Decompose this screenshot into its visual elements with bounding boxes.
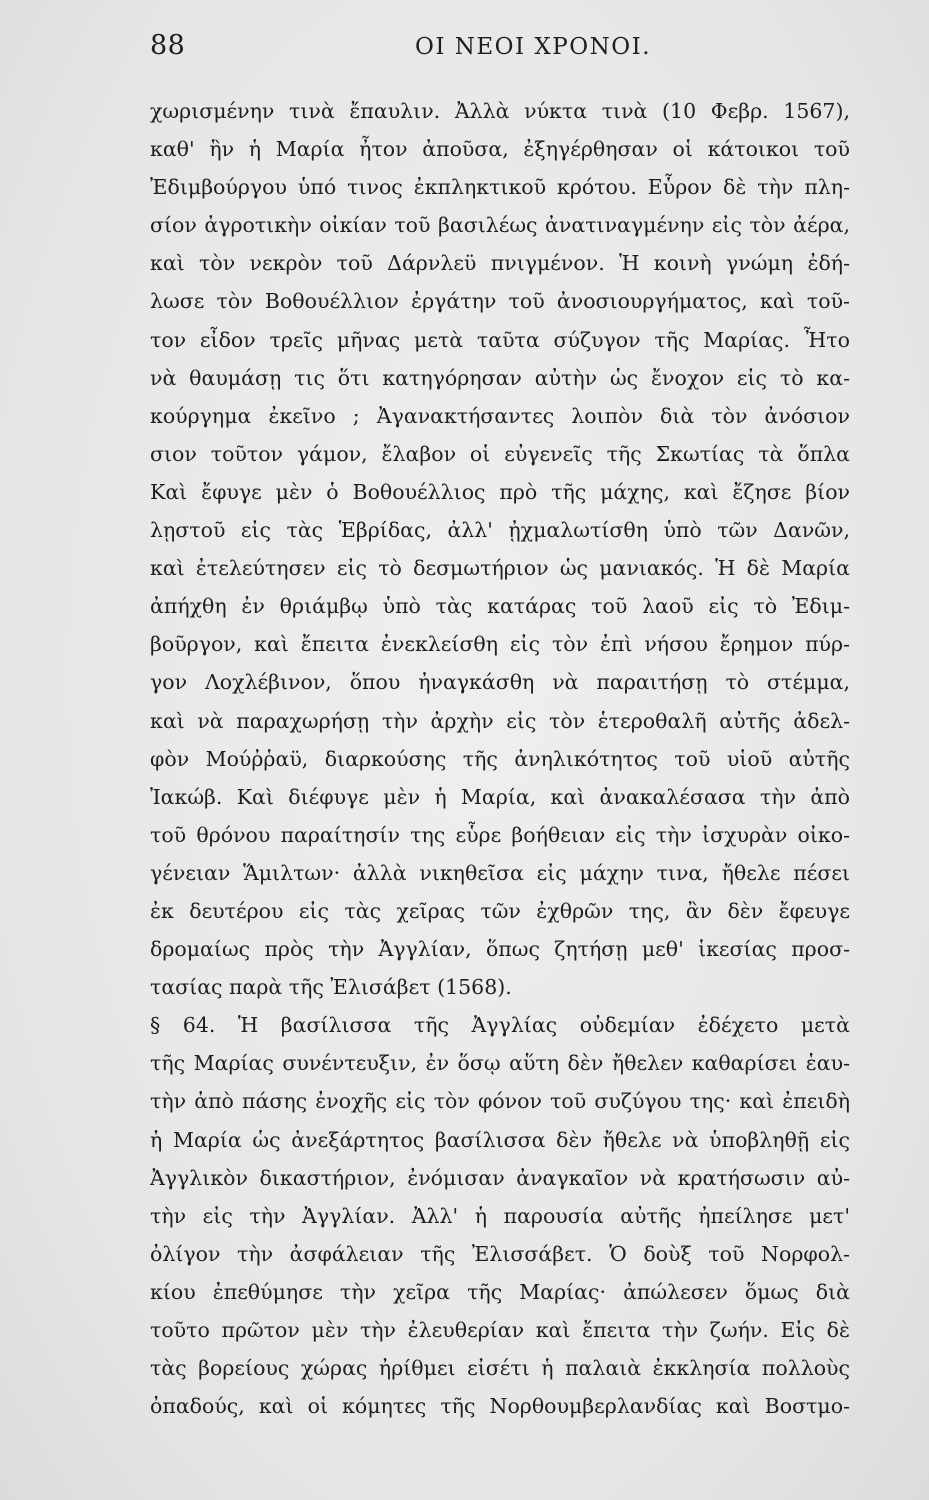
section-line: § 64. Ἡ βασίλισσα τῆς Ἀγγλίας οὐδεμίαν ἐδέχετο μετὰ [150, 1013, 850, 1038]
text-line: δρομαίως πρὸς τὴν Ἀγγλίαν, ὅπως ζητήσῃ μεθ' ἱκεσίας προσ- [150, 937, 850, 962]
text-line: Καὶ ἔφυγε μὲν ὁ Βοθουέλλιος πρὸ τῆς μάχης, καὶ ἔζησε βίον [150, 479, 850, 504]
text-line: βοῦργον, καὶ ἔπειτα ἐνεκλείσθη εἰς τὸν ἐπὶ νήσου ἔρημον πύρ- [150, 632, 850, 657]
text-line: νὰ θαυμάσῃ τις ὅτι κατηγόρησαν αὐτὴν ὡς ἔνοχον εἰς τὸ κα- [150, 365, 850, 390]
text-line: ἡ Μαρία ὡς ἀνεξάρτητος βασίλισσα δὲν ἤθελε νὰ ὑποβληθῇ εἰς [150, 1127, 850, 1152]
text-line: κούργημα ἐκεῖνο ; Ἀγανακτήσαντες λοιπὸν διὰ τὸν ἀνόσιον [150, 403, 850, 428]
text-line: σιον τοῦτον γάμον, ἔλαβον οἱ εὐγενεῖς τῆς Σκωτίας τὰ ὅπλα [150, 441, 850, 466]
text-line: καθ' ἣν ἡ Μαρία ἦτον ἀποῦσα, ἐξηγέρθησαν οἱ κάτοικοι τοῦ [150, 137, 850, 162]
text-line: χωρισμένην τινὰ ἔπαυλιν. Ἀλλὰ νύκτα τινὰ (10 Φεβρ. 1567), [150, 99, 850, 123]
text-line: καὶ τὸν νεκρὸν τοῦ Δάρνλεϋ πνιγμένον. Ἡ κοινὴ γνώμη ἐδή- [150, 251, 850, 276]
text-line: ἐκ δευτέρου εἰς τὰς χεῖρας τῶν ἐχθρῶν της, ἂν δὲν ἔφευγε [150, 898, 850, 923]
page-number: 88 [150, 30, 186, 61]
text-line: τὴν ἀπὸ πάσης ἐνοχῆς εἰς τὸν φόνον τοῦ συζύγου της· καὶ ἐπειδὴ [150, 1089, 850, 1114]
text-line: γον Λοχλέβινον, ὅπου ἠναγκάσθη νὰ παραιτήσῃ τὸ στέμμα, [150, 670, 850, 695]
text-line: ὀλίγον τὴν ἀσφάλειαν τῆς Ἐλισσάβετ. Ὁ δοὺξ τοῦ Νορφολ- [150, 1241, 850, 1266]
text-line: ἀπήχθη ἐν θριάμβῳ ὑπὸ τὰς κατάρας τοῦ λαοῦ εἰς τὸ Ἐδιμ- [150, 594, 850, 619]
text-line: καὶ νὰ παραχωρήσῃ τὴν ἀρχὴν εἰς τὸν ἑτεροθαλῆ αὐτῆς ἀδελ- [150, 708, 850, 733]
text-line: σίον ἀγροτικὴν οἰκίαν τοῦ βασιλέως ἀνατιναγμένην εἰς τὸν ἀέρα, [150, 213, 850, 238]
text-line: τοῦ θρόνου παραίτησίν της εὗρε βοήθειαν εἰς τὴν ἰσχυρὰν οἰκο- [150, 822, 850, 847]
text-line: Ἀγγλικὸν δικαστήριον, ἐνόμισαν ἀναγκαῖον νὰ κρατήσωσιν αὐ- [150, 1165, 850, 1190]
text-line: λωσε τὸν Βοθουέλλιον ἐργάτην τοῦ ἀνοσιουργήματος, καὶ τοῦ- [150, 289, 850, 314]
text-line: τὰς βορείους χώρας ἠρίθμει εἰσέτι ἡ παλαιὰ ἐκκλησία πολλοὺς [150, 1356, 850, 1381]
text-line: καὶ ἐτελεύτησεν εἰς τὸ δεσμωτήριον ὡς μανιακός. Ἡ δὲ Μαρία [150, 556, 850, 581]
body-text [150, 92, 850, 1425]
text-line: ὀπαδούς, καὶ οἱ κόμητες τῆς Νορθουμβερλανδίας καὶ Βοστμο- [150, 1394, 850, 1419]
text-line: τὴν εἰς τὴν Ἀγγλίαν. Ἀλλ' ἡ παρουσία αὐτῆς ἠπείλησε μετ' [150, 1203, 850, 1228]
text-line: τοῦτο πρῶτον μὲν τὴν ἐλευθερίαν καὶ ἔπειτα τὴν ζωήν. Εἰς δὲ [150, 1318, 850, 1342]
text-line: φὸν Μούῤῥαϋ, διαρκούσης τῆς ἀνηλικότητος τοῦ υἱοῦ αὐτῆς [150, 746, 850, 771]
text-line: κίου ἐπεθύμησε τὴν χεῖρα τῆς Μαρίας· ἀπώλεσεν ὅμως διὰ [150, 1279, 850, 1304]
text-line: γένειαν Ἅμιλτων· ἀλλὰ νικηθεῖσα εἰς μάχην τινα, ἤθελε πέσει [150, 860, 850, 885]
text-line: Ἐδιμβούργου ὑπό τινος ἐκπληκτικοῦ κρότου. Εὗρον δὲ τὴν πλη- [150, 175, 850, 200]
text-line: λῃστοῦ εἰς τὰς Ἑβρίδας, ἀλλ' ᾐχμαλωτίσθη ὑπὸ τῶν Δανῶν, [150, 518, 850, 543]
running-title: ΟΙ ΝΕΟΙ ΧΡΟΝΟΙ. [415, 34, 652, 60]
text-line: τασίας παρὰ τῆς Ἐλισάβετ (1568). [150, 975, 512, 1000]
page-header [150, 30, 850, 70]
text-line: Ἰακώβ. Καὶ διέφυγε μὲν ἡ Μαρία, καὶ ἀνακαλέσασα τὴν ἀπὸ [150, 784, 850, 809]
text-line: τῆς Μαρίας συνέντευξιν, ἐν ὅσῳ αὕτη δὲν ἤθελεν καθαρίσει ἑαυ- [150, 1051, 850, 1076]
text-line: τον εἶδον τρεῖς μῆνας μετὰ ταῦτα σύζυγον τῆς Μαρίας. Ἦτο [150, 327, 850, 352]
